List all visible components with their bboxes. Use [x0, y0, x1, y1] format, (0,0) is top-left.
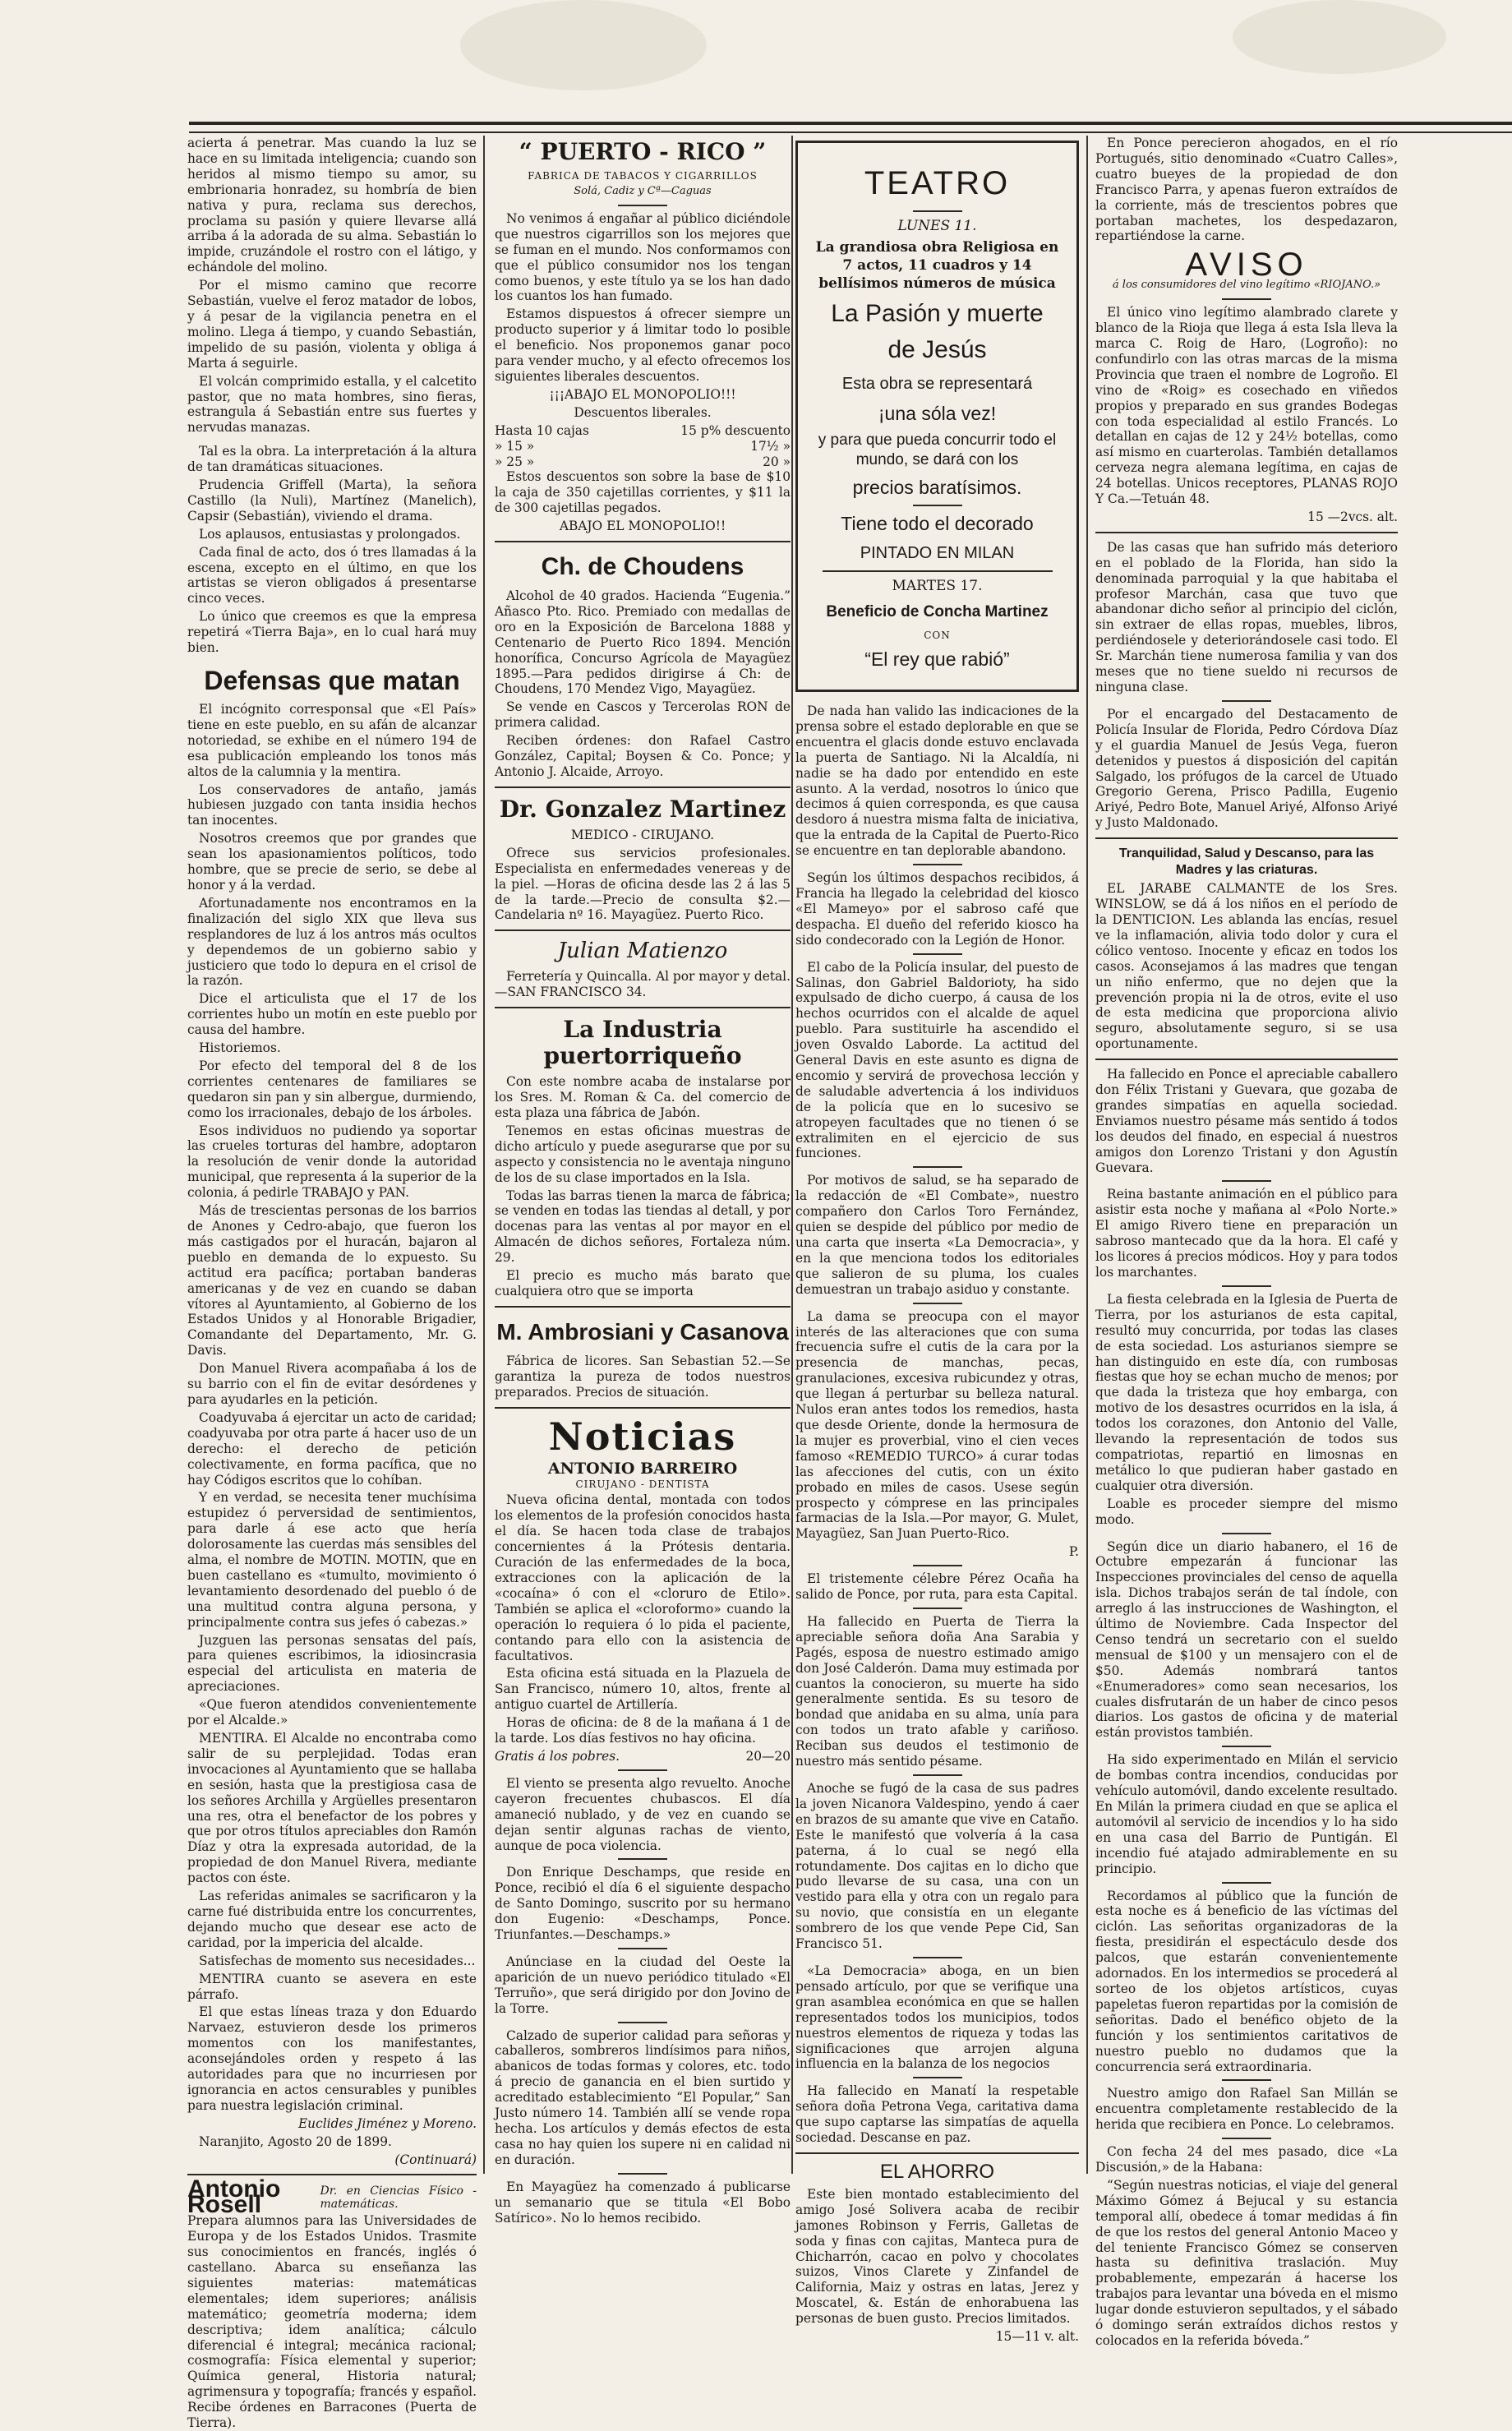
ad-subtitle: Solá, Cadiz y Cª—Caguas	[574, 185, 712, 197]
divider	[1095, 532, 1398, 533]
divider	[913, 864, 962, 865]
ad-title: Julian Matienzo	[557, 939, 728, 964]
divider	[495, 1007, 791, 1008]
ad-title: EL AHORRO	[879, 2160, 995, 2183]
divider	[495, 1407, 791, 1409]
news-item: Calzado de superior calidad para señoras y caballeros, sombreros lindísimos para niños, abanicos de todas formas y colores, etc. todo á precio de ganancia en el bien surtido y acreditado establecimiento “El Popular,” San Justo número 14. También allí se vende ropa hecha. Los artículos y demás efectos de esta casa no hay quien los supere ni en calidad ni en duración.	[495, 2027, 791, 2167]
ad-text: ¡¡¡ABAJO EL MONOPOLIO!!!	[549, 386, 736, 402]
news-item: «La Democracia» aboga, en un bien pensado artículo, por que se verifique una gran asamblea económica en que se hallen representados todos los municipios, todos nuestros elementos de riqueza y todas las significaciones que arrojen alguna influencia en la balanza de los negocios	[795, 1963, 1079, 2072]
divider	[1095, 837, 1398, 839]
news-item: Ha fallecido en Manatí la respetable señora doña Petrona Vega, caritativa dama que supo captarse las simpatías de aquella sociedad. Descanse en paz.	[795, 2083, 1079, 2146]
article-text: El que estas líneas traza y don Eduardo Narvaez, estuvieron desde los primeros momentos con los manifestantes, aconsejándoles orden y respeto á las autoridades para que no incurriesen por ignorancia en actos censurables y punibles para nuestra legislación criminal.	[187, 2004, 477, 2113]
ad-text: y para que pueda concurrir todo el mundo, se dará con los	[818, 431, 1057, 468]
ad-title: Antonio Rosell	[187, 2175, 281, 2219]
news-item: Según los últimos despachos recibidos, á Francia ha llegado la celebridad del kiosco «El Mameyo» por el sabroso café que despacha. El dueño del referido kiosco ha sido condecorado con la Legión de Honor.	[795, 870, 1079, 948]
news-item: El tristemente célebre Pérez Ocaña ha salido de Ponce, por ruta, para esta Capital.	[795, 1571, 1079, 1603]
continued-note: (Continuará)	[394, 2152, 477, 2167]
article-text: Juzguen las personas sensatas del país, para quienes escribimos, la idiosincrasia especial del articulista en materia de apreciaciones.	[187, 1632, 477, 1695]
discount-row	[495, 454, 791, 470]
article-text: Don Manuel Rivera acompañaba á los de su barrio con el fin de evitar desórdenes y para ayudarles en la petición.	[187, 1361, 477, 1407]
column-4	[1095, 136, 1398, 2348]
divider	[495, 930, 791, 931]
ad-subtitle: á los consumidores del vino legítimo «RIOJANO.»	[1112, 279, 1381, 292]
discount-row	[495, 439, 791, 454]
divider	[1222, 2138, 1271, 2139]
divider	[913, 2077, 962, 2078]
article-text: Los conservadores de antaño, jamás hubiesen juzgado con tanta insidia hechos tan inocentes.	[187, 782, 477, 828]
divider	[1222, 1533, 1271, 1534]
article-text: Por efecto del temporal del 8 de los corrientes centenares de familiares se quedaron sin pan y sin albergue, durmiendo, como los irracionales, debajo de los árboles.	[187, 1058, 477, 1120]
article-text: El volcán comprimido estalla, y el calcetito pastor, que no mata hombres, sino fieras, estrangula á Sebastián entre sus fuertes y nervudas manazas.	[187, 373, 477, 436]
article-text: Las referidas animales se sacrificaron y la carne fué distribuida entre los concurrentes, dejando mucho que desear ese acto de caridad, por la impericia del alcalde.	[187, 1889, 477, 1950]
rosell-header	[187, 2175, 477, 2219]
ad-text: Ofrece sus servicios profesionales. Especialista en enfermedades venereas y de la piel. —Horas de oficina desde las 2 á las 5 de la tarde.—Precio de consulta $2.—Candelaria nº 16. Mayagüez. Puerto Rico.	[495, 845, 791, 923]
paper-stain	[460, 0, 707, 90]
divider	[913, 1774, 962, 1776]
ad-text: Alcohol de 40 grados. Hacienda “Eugenia.” Añasco Pto. Rico. Premiado con medallas de oro en la Exposición de Barcelona 1888 y Centenario de Puerto Rico 1894. Mención honorífica, Concurso Agrícola de Mayagüez 1895.—Para pedidos dirigirse á Ch: de Choudens, 170 Mendez Vigo, Mayagüez.	[495, 588, 791, 697]
divider	[1222, 298, 1271, 300]
article-text: MENTIRA cuanto se asevera en este párrafo.	[187, 1971, 477, 2002]
news-mark: P.	[1068, 1544, 1079, 1560]
news-item: Don Enrique Deschamps, que reside en Ponce, recibió el día 6 el siguiente despacho de Santo Domingo, suscrito por su hermano don Eugenio: «Deschamps, Ponce. Triunfantes.—Deschamps.»	[495, 1865, 791, 1943]
signature: Euclides Jiménez y Moreno.	[297, 2115, 477, 2131]
row-value: 17½ »	[750, 438, 791, 454]
article-text: Dice el articulista que el 17 de los corrientes hubo un motín en este pueblo por causa del hambre.	[187, 991, 477, 1038]
news-item: La dama se preocupa con el mayor interés de las alteraciones que con suma frecuencia sufre el cutis de la cara por la presencia de manchas, pecas, granulaciones, excesiva rubicundez y otras, que llegan á perturbar su belleza natural. Nulos eran antes todos los remedios, hasta que desde Oriente, donde la hermosura de la mujer es proverbial, vino el cien veces famoso «REMEDIO TURCO» á curar todas las afecciones del cutis, con un éxito probado en miles de casos. Usese según prospecto y cómprese en las principales farmacias de la Isla.—Por mayor, G. Mulet, Mayagüez, San Juan Puerto-Rico.	[795, 1308, 1079, 1542]
article-text: El incógnito corresponsal que «El País» tiene en este pueblo, en su afán de alcanzar notoriedad, se exhibe en el número 194 de esa publicación empleando los tonos más altos de la calumnia y la mentira.	[187, 702, 477, 779]
article-text: Los aplausos, entusiastas y prolongados.	[199, 526, 461, 542]
row-label: Hasta 10 cajas	[495, 422, 589, 438]
dateline: Naranjito, Agosto 20 de 1899.	[199, 2133, 392, 2149]
article-text: Y en verdad, se necesita tener muchísima estupidez ó perversidad de sentimientos, para darle á ese acto que hería dolorosamente las cuerdas más sensibles del alma, el nombre de MOTIN. MOTIN, que en buen castellano es «tumulto, movimiento ó levantamiento desordenado del pueblo ó de una multitud contra alguna persona, y principalmente contra sus jefes ó cabezas.»	[187, 1490, 477, 1630]
news-item: Con fecha 24 del mes pasado, dice «La Discusión,» de la Habana:	[1095, 2144, 1398, 2175]
ad-text: EL JARABE CALMANTE de los Sres. WINSLOW, se dá á los niños en el período de la DENTICION. Les ablanda las encías, resuel ve la inflamación, alivia todo dolor y cura el cólico ventoso. Inocente y eficaz en todos los casos. Aconsejamos á las madres que tengan un niño enfermo, que no dejen que la prevención propia ni la de otros, evite el uso de esta medicina que proporciona alivio seguro, absolutamente seguro, si se usa oportunamente.	[1095, 881, 1398, 1052]
teatro-ad	[795, 141, 1079, 692]
column-rule	[483, 136, 485, 2174]
news-item: Ha fallecido en Ponce el apreciable caballero don Félix Tristani y Guevara, que gozaba de grandes simpatías en aquella sociedad. Enviamos nuestro pésame más sentido á todos los deudos del finado, en especial á nuestros amigos don Lorenzo Tristani y don Agustín Guevara.	[1095, 1067, 1398, 1175]
ad-text: El único vino legítimo alambrado clarete y blanco de la Rioja que llega á esta Isla lleva la marca C. Roig de Haro, (Logroño): no confundirlo con las otras marcas de la misma Provincia que traen el nombre de Logroño. El vino de «Roig» es cosechado en viñedos propios y preparado en sus grandes Bodegas con toda especialidad al estilo Francés. Lo detallan en cajas de 12 y 24½ botellas, como así mismo en cuarterolas. También detallamos cerveza negra alemana legítima, en cajas de 24 botellas. Unicos receptores, PLANAS ROJO Y Ca.—Tetuán 48.	[1095, 305, 1398, 507]
divider	[913, 1565, 962, 1566]
ad-text: Horas de oficina: de 8 de la mañana á 1 de la tarde. Los días festivos no hay oficina.	[495, 1715, 791, 1746]
column-3	[795, 136, 1079, 2345]
article-text: Historiemos.	[199, 1040, 281, 1056]
discount-row	[495, 423, 791, 439]
row-label: » 25 »	[495, 454, 535, 469]
news-item: Recordamos al público que la función de esta noche es á beneficio de las víctimas del ciclón. Las señoritas organizadoras de la fiesta, presidirán el espectáculo desde dos palcos, que estarán convenientemente adornados. En los intermedios se procederá al sorteo de los objetos artísticos, cuyas papeletas fueron repartidas por la comisión de señoritas. Dado el benéfico objeto de la función y los sentimientos caritativos de nuestro pueblo no dudamos que la concurrencia será extraordinaria.	[1095, 1888, 1398, 2074]
article-text: «Que fueron atendidos convenientemente por el Alcalde.»	[187, 1697, 477, 1728]
ad-headline: La Pasión y muerte	[831, 300, 1044, 327]
divider	[618, 2022, 667, 2023]
column-1	[187, 136, 477, 2431]
article-text: Por el mismo camino que recorre Sebastián, vuelve el feroz matador de lobos, y á pesar de la vigilancia penetra en el molino. Llega á tiempo, y cuando Sebastián, impelido de su pasión, violenta y obliga á Marta á seguirle.	[187, 278, 477, 371]
divider	[913, 505, 962, 506]
news-item: En Ponce perecieron ahogados, en el río Portugués, sitio denominado «Cuatro Calles», cuatro bueyes de la propiedad de don Francisco Parra, y apenas fueron extraídos de la corriente, más de trescientos pobres que portaban machetes, los despedazaron, repartiéndose la carne.	[1095, 136, 1398, 244]
article-text: MENTIRA. El Alcalde no encontraba como salir de su perplejidad. Todas eran invocaciones al Ayuntamiento que se hallaba en sesión, hasta que la prestigiosa casa de los señores Archilla y Argüelles presentaron una res, otra el benefactor de los pobres y que por otros títulos apreciables don Ramón Díaz y otra la expresada autoridad, de la propiedad de don Manuel Rivera, mediante pactos con éste.	[187, 1731, 477, 1886]
ad-text: Prepara alumnos para las Universidades de Europa y de los Estados Unidos. Trasmite sus conocimientos en francés, inglés ó castellano. Abarca su enseñanza las siguientes materias: matemáticas elementales; idem superiores; análisis matemático; geometría moderna; idem descriptiva; idem analítica; cálculo diferencial é integral; mecánica racional; cosmografía: Física elemental y superior; Química general, Historia natural; agrimensura y topografía; francés y español. Recibe órdenes en Barracones (Puerta de Tierra).	[187, 2213, 477, 2431]
news-item: La fiesta celebrada en la Iglesia de Puerta de Tierra, por los asturianos de esta capital, resultó muy concurrida, por todas las clases de esta sociedad. Los asturianos siempre se han distinguido en este día, con rumbosas fiestas que hoy se echan mucho de menos; por que dada la tristeza que hoy embarga, con motivo de los desastres ocurridos en la isla, á todos los corazones, don Antonio del Valle, llevando la representación de todos sus compatriotas, repartió en limosnas en metálico lo que pudieran haber gastado en cualquier otra diversión.	[1095, 1291, 1398, 1493]
ad-text: El precio es mucho más barato que cualquiera otro que se importa	[495, 1268, 791, 1299]
news-item: En Mayagüez ha comenzado á publicarse un semanario que se titula «El Bobo Satírico». No lo hemos recibido.	[495, 2179, 791, 2226]
news-item: Ha sido experimentado en Milán el servicio de bombas contra incendios, conducidas por vehículo automóvil, dando excelente resultado. En Milán la primera ciudad en que se aplica el automóvil al servicio de incendios y lo ha sido en una casa del Barrio de Puntigán. El incendio fué atajado admirablemente en su principio.	[1095, 1752, 1398, 1876]
ad-code: 15—11 v. alt.	[995, 2329, 1079, 2345]
row-label: » 15 »	[495, 438, 535, 454]
article-text: Prudencia Griffell (Marta), la señora Castillo (la Nuli), Martínez (Manelich), Capsir (Sebastián), viviendo el drama.	[187, 477, 477, 524]
ad-text: CON	[924, 630, 951, 641]
divider	[618, 1948, 667, 1949]
ad-date: MARTES 17.	[892, 578, 983, 594]
news-item: Según dice un diario habanero, el 16 de Octubre empezarán á funcionar las Inspecciones provinciales del censo de aquella isla. Dichos trabajos serán de tal índole, con arreglo á las instrucciones de Washington, el último de Noviembre. Cada Inspector del Censo tendrá un secretario con el sueldo mensual de $100 y un mensajero con el de $50. Además nombrará tantos «Enumeradores» como sean necesarios, los cuales disfrutarán de un haber de cinco pesos diarios. Los gastos de oficina y de material están provistos también.	[1095, 1538, 1398, 1741]
ad-text: Todas las barras tienen la marca de fábrica; se venden en todas las tiendas al detall, y por docenas para las ventas al por mayor en el Almacén de dichos señores, Fortaleza núm. 29.	[495, 1188, 791, 1266]
divider	[495, 786, 791, 788]
divider	[1222, 1285, 1271, 1287]
row-value: 15 p% descuento	[680, 422, 791, 438]
news-item: “Según nuestras noticias, el viaje del general Máximo Gómez á Bejucal y su estancia temporal allí, obedece á tomar medidas á fin de que los restos del general Antonio Maceo y del teniente Francisco Gómez se conserven hasta su definitiva traslación. Muy probablemente, empezarán á hacerse los trabajos para levantar una bóveda en el mismo lugar donde estuvieron sepultados, y el sábado ó domingo serán extraídos dichos restos y colocados en la referida bóveda.”	[1095, 2177, 1398, 2348]
article-text: Tal es la obra. La interpretación á la altura de tan dramáticas situaciones.	[187, 444, 477, 475]
article-text: Nosotros creemos que por grandes que sean los apasionamientos políticos, todo hombre, que se precie de serio, se debe al honor y á la verdad.	[187, 831, 477, 893]
divider	[618, 1858, 667, 1860]
article-text: Esos individuos no pudiendo ya soportar las crueles torturas del hambre, adoptaron la resolución de venir donde la autoridad municipal, que representa á la superior de la colonia, á pedirle TRABAJO y PAN.	[187, 1123, 477, 1201]
divider	[495, 1306, 791, 1308]
news-item: Por motivos de salud, se ha separado de la redacción de «El Combate», nuestro compañero don Carlos Toro Fernández, quien se despide del público por medio de una carta que inserta «La Democracia», y en la que menciona todos los editoriales que salieron de su pluma, los cuales demuestran un trabajo asiduo y constante.	[795, 1173, 1079, 1297]
header-rule	[189, 122, 1512, 125]
divider	[913, 1957, 962, 1958]
news-item: De nada han valido las indicaciones de la prensa sobre el estado deplorable en que se encuentra el glacis donde estuvo enclavada la puerta de Santiago. Ni la Alcaldía, ni nadie se ha dado por entendido en este asunto. A la verdad, nosotros lo único que decimos á quien corresponda, es que causa desdoro á nuestra misma falta de iniciativa, que la entrada de la Capital de Puerto-Rico se encuentre en tan deplorable abandono.	[795, 703, 1079, 859]
ad-text: Tiene todo el decorado	[841, 513, 1034, 534]
article-text: Coadyuvaba á ejercitar un acto de caridad; coadyuvaba por otra parte á hacer uso de un derecho: el derecho de petición colectivamente, en forma pacífica, que no hay Códigos escritos que lo cohíban.	[187, 1409, 477, 1488]
article-text: Más de trescientas personas de los barrios de Anones y Cedro-abajo, que fueron los más castigados por el huracán, bajaron al pueblo en demanda de lo expuesto. Su actitud era pacífica; portaban banderas americanas y de vez en cuando se daban vítores al Ayuntamiento, al Gobierno de los Estados Unidos y al Honorable Brigadier, Comandante del Departamento, Mr. G. Davis.	[187, 1203, 477, 1358]
ad-text: Beneficio de Concha Martinez	[826, 603, 1049, 620]
divider	[913, 1303, 962, 1304]
divider	[618, 2173, 667, 2175]
divider	[823, 570, 1053, 572]
ad-note: Gratis á los pobres.	[495, 1748, 620, 1764]
divider	[1222, 2079, 1271, 2081]
ad-subtitle: FABRICA DE TABACOS Y CIGARRILLOS	[528, 170, 758, 182]
divider	[913, 1608, 962, 1609]
ad-text: La grandiosa obra Religiosa en 7 actos, 11 cuadros y 14 bellísimos números de música	[815, 239, 1059, 292]
news-item: Nuestro amigo don Rafael San Millán se encuentra completamente restablecido de la herida que recibiera en Ponce. Lo celebramos.	[1095, 2086, 1398, 2133]
divider	[795, 2152, 1079, 2154]
divider	[1222, 1882, 1271, 1884]
ad-title: TEATRO	[864, 165, 1011, 201]
ad-text: PINTADO EN MILAN	[860, 544, 1015, 562]
column-rule	[1086, 136, 1088, 2174]
news-item: El viento se presenta algo revuelto. Anoche cayeron frecuentes chubascos. El día amaneció nublado, y de vez en cuando se dejan sentir algunas rachas de viento, aunque de poca violencia.	[495, 1775, 791, 1853]
divider	[495, 541, 791, 542]
ad-subtitle: CIRUJANO - DENTISTA	[575, 1478, 710, 1491]
article-text: Afortunadamente nos encontramos en la finalización del siglo XIX que lleva sus resplandores de luz á los antros más ocultos y dependemos de un gobierno sabio y justiciero que todo lo depura en el crisol de la razón.	[187, 895, 477, 989]
ad-date: LUNES 11.	[897, 218, 977, 234]
divider	[1222, 1746, 1271, 1747]
ad-text: Con este nombre acaba de instalarse por los Sres. M. Roman & Ca. del comercio de esta plaza una fábrica de Jabón.	[495, 1074, 791, 1120]
ad-text: ¡una sóla vez!	[878, 403, 997, 424]
news-item: Reina bastante animación en el público para asistir esta noche y mañana al «Polo Norte.» El amigo Rivero tiene en preparación un sabroso mantecado que da la hora. El café y los licores á precios módicos. Hoy y para todos los marchantes.	[1095, 1187, 1398, 1280]
ad-text: Estamos dispuestos á ofrecer siempre un producto superior y á limitar todo lo posible el beneficio. Nos proponemos ganar poco para vender mucho, y al efecto ofrecemos los siguientes liberales descuentos.	[495, 307, 791, 384]
ad-headline: de Jesús	[887, 336, 987, 363]
news-item: Ha fallecido en Puerta de Tierra la apreciable señora doña Ana Sarabia y Pagés, esposa de nuestro estimado amigo don José Calderón. Dama muy estimada por cuantos la conocieron, su muerte ha sido generalmente sentida. Es su tesoro de bondad que anidaba en su alma, unía para con todos un trato afable y cariñoso. Reciban sus deudos el testimonio de nuestro más sentido pésame.	[795, 1613, 1079, 1769]
ad-text: Esta oficina está situada en la Plazuela de San Francisco, número 10, altos, frente al antiguo cuartel de Artillería.	[495, 1666, 791, 1713]
ad-footer	[495, 1749, 791, 1764]
divider	[1222, 1180, 1271, 1182]
divider	[913, 1166, 962, 1168]
ad-text: No venimos á engañar al público diciéndole que nuestros cigarrillos son los mejores que se fuman en el mundo. Nos conformamos con que el público consumidor nos los tengan como buenos, y este título ya se los han dado los cuantos los han fumado.	[495, 210, 791, 304]
section-title: Noticias	[548, 1414, 737, 1459]
divider	[1095, 1059, 1398, 1060]
ad-text: Esta obra se representará	[841, 375, 1033, 393]
ad-code: 15 —2vcs. alt.	[1307, 509, 1398, 524]
article-text: acierta á penetrar. Mas cuando la luz se hace en su limitada inteligencia; cuando son heridos al mismo tiempo su amor, su embrionaria honradez, su hombría de bien nativa y pura, reclama sus derechos, proclama su pasión y quiere llevarse allá arriba á la adorada de su alma. Sebastián lo impide, cruzándole el rostro con el látigo, y echándole del molino.	[187, 136, 477, 275]
article-text: Lo único que creemos es que la empresa repetirá «Tierra Baja», en lo cual hará muy bien.	[187, 609, 477, 656]
ad-title: La Industria puertorriqueño	[543, 1016, 742, 1070]
divider	[618, 205, 667, 206]
article-headline: Defensas que matan	[204, 666, 460, 695]
ad-subtitle: MEDICO - CIRUJANO.	[570, 827, 715, 842]
news-item: Por el encargado del Destacamento de Policía Insular de Florida, Pedro Córdova Díaz y el guardia Manuel de Jesús Vega, fueron detenidos y puestos á disposición del capitán Salgado, los prófugos de la carcel de Utuado Gregorio Gerena, Prisco Padilla, Eugenio Ariyé, Pedro Bote, Manuel Ariyé, Alfonso Ariyé y Justo Maldonado.	[1095, 706, 1398, 831]
ad-text: Nueva oficina dental, montada con todos los elementos de la profesión conocidos hasta el día. Se hacen toda clase de trabajos concernientes á la Prótesis dentaria. Curación de las enfermedades de la boca, extracciones con la aplicación de la «cocaína» ó con el «cloruro de Etilo». También se aplica el «cloroformo» cuando la operación lo requiera ó lo pida el paciente, contando para ello con la asistencia de facultativos.	[495, 1492, 791, 1663]
ad-title: “ PUERTO - RICO ”	[519, 138, 767, 165]
ad-text: Reciben órdenes: don Rafael Castro González, Capital; Boysen & Co. Ponce; y Antonio J. Alcaide, Arroyo.	[495, 733, 791, 779]
news-item: Anúnciase en la ciudad del Oeste la aparición de un nuevo periódico titulado «El Terruño», que será dirigido por don Jovino de la Torre.	[495, 1954, 791, 2016]
article-text: Satisfechas de momento sus necesidades...	[199, 1953, 476, 1968]
ad-text: Fábrica de licores. San Sebastian 52.—Se garantiza la pureza de todos nuestros preparados. Precios de situación.	[495, 1353, 791, 1400]
ad-title: Tranquilidad, Salud y Descanso, para las Madres y las criaturas.	[1118, 846, 1375, 878]
news-item: De las casas que han sufrido más deterioro en el poblado de la Florida, han sido la denominada parroquial y la que habitaba el profesor Marchán, casa que tuvo que abandonar dicho señor al principio del ciclón, sin extraer de ellas ropas, muebles, libros, perdiéndosele y deteriorándosele casi todo. El Sr. Marchán tiene numerosa familia y van dos meses que no tiene sueldo ni recursos de ninguna clase.	[1095, 539, 1398, 694]
header-rule-thin	[189, 131, 1512, 133]
ad-code: 20—20	[745, 1748, 791, 1764]
news-item: Anoche se fugó de la casa de sus padres la joven Nicanora Valdespino, yendo á caer en brazos de su amante que vive en Cataño. Este le manifestó que volvería á la casa paterna, á lo cual se negó ella rotundamente. Dos cajitas en lo dicho que pudo llevarse de su casa, una con un vestido para ella y otra con un regalo para su novio, que consistía en un elegante sombrero de los que vende Pepe Cid, San Francisco 51.	[795, 1781, 1079, 1952]
article-text: Cada final de acto, dos ó tres llamadas á la escena, excepto en el último, en que los artistas se vieron obligados á presentarse cinco veces.	[187, 544, 477, 607]
column-rule	[791, 136, 793, 2174]
ad-text: Estos descuentos son sobre la base de $10 la caja de 350 cajetillas corrientes, y $11 la de 300 cajetillas pegados.	[495, 469, 791, 516]
ad-subtitle: Dr. en Ciencias Físico - matemáticas.	[320, 2184, 477, 2212]
ad-title: Dr. Gonzalez Martinez	[499, 795, 786, 823]
divider	[913, 210, 962, 212]
divider	[913, 953, 962, 955]
divider	[1222, 700, 1271, 702]
news-item: El cabo de la Policía insular, del puesto de Salinas, don Gabriel Baldorioty, ha sido expulsado de dicho cuerpo, á causa de los hechos ocurridos con el alcalde de aquel pueblo. Para sustituirle ha ascendido el joven Osvaldo Laborde. La actitud del General Davis en este asunto es digna de encomio y servirá de provechosa lección y de saludable advertencia á los individuos de la policía que en lo sucesivo se atropeyen facultades que no tienen ó se extralimiten en el ejercicio de sus funciones.	[795, 959, 1079, 1161]
divider	[618, 1769, 667, 1771]
row-value: 20 »	[763, 454, 791, 469]
ad-text: Este bien montado establecimiento del amigo José Solivera acaba de recibir jamones Robinson y Ferris, Galletas de soda y finas con cajitas, Manteca pura de Chicharrón, cacao en polvo y chocolates suizos, Vinos Clarete y Zinfandel de California, Maiz y ostras en latas, Jerez y Moscatel, &. Están de enhorabuena las personas de buen gusto. Precios limitados.	[795, 2186, 1079, 2327]
column-2	[495, 136, 791, 2226]
ad-text: Tenemos en estas oficinas muestras de dicho artículo y puede asegurarse que por su aspecto y consistencia no le aventaja ninguno de los de su clase importados en la Isla.	[495, 1123, 791, 1185]
ad-text: “El rey que rabió”	[864, 648, 1010, 670]
ad-title: Ch. de Choudens	[541, 553, 744, 581]
ad-title: AVISO	[1185, 247, 1308, 284]
ad-title: ANTONIO BARREIRO	[547, 1459, 738, 1478]
ad-text: ABAJO EL MONOPOLIO!!	[559, 519, 726, 534]
ad-text: precios baratísimos.	[852, 477, 1022, 498]
ad-text: Se vende en Cascos y Tercerolas RON de primera calidad.	[495, 699, 791, 731]
ad-text: Ferretería y Quincalla. Al por mayor y detal.—SAN FRANCISCO 34.	[495, 969, 791, 1000]
news-item: Loable es proceder siempre del mismo modo.	[1095, 1496, 1398, 1527]
paper-stain	[1233, 0, 1446, 74]
ad-title: M. Ambrosiani y Casanova	[496, 1318, 789, 1345]
ad-text: Descuentos liberales.	[574, 404, 712, 420]
